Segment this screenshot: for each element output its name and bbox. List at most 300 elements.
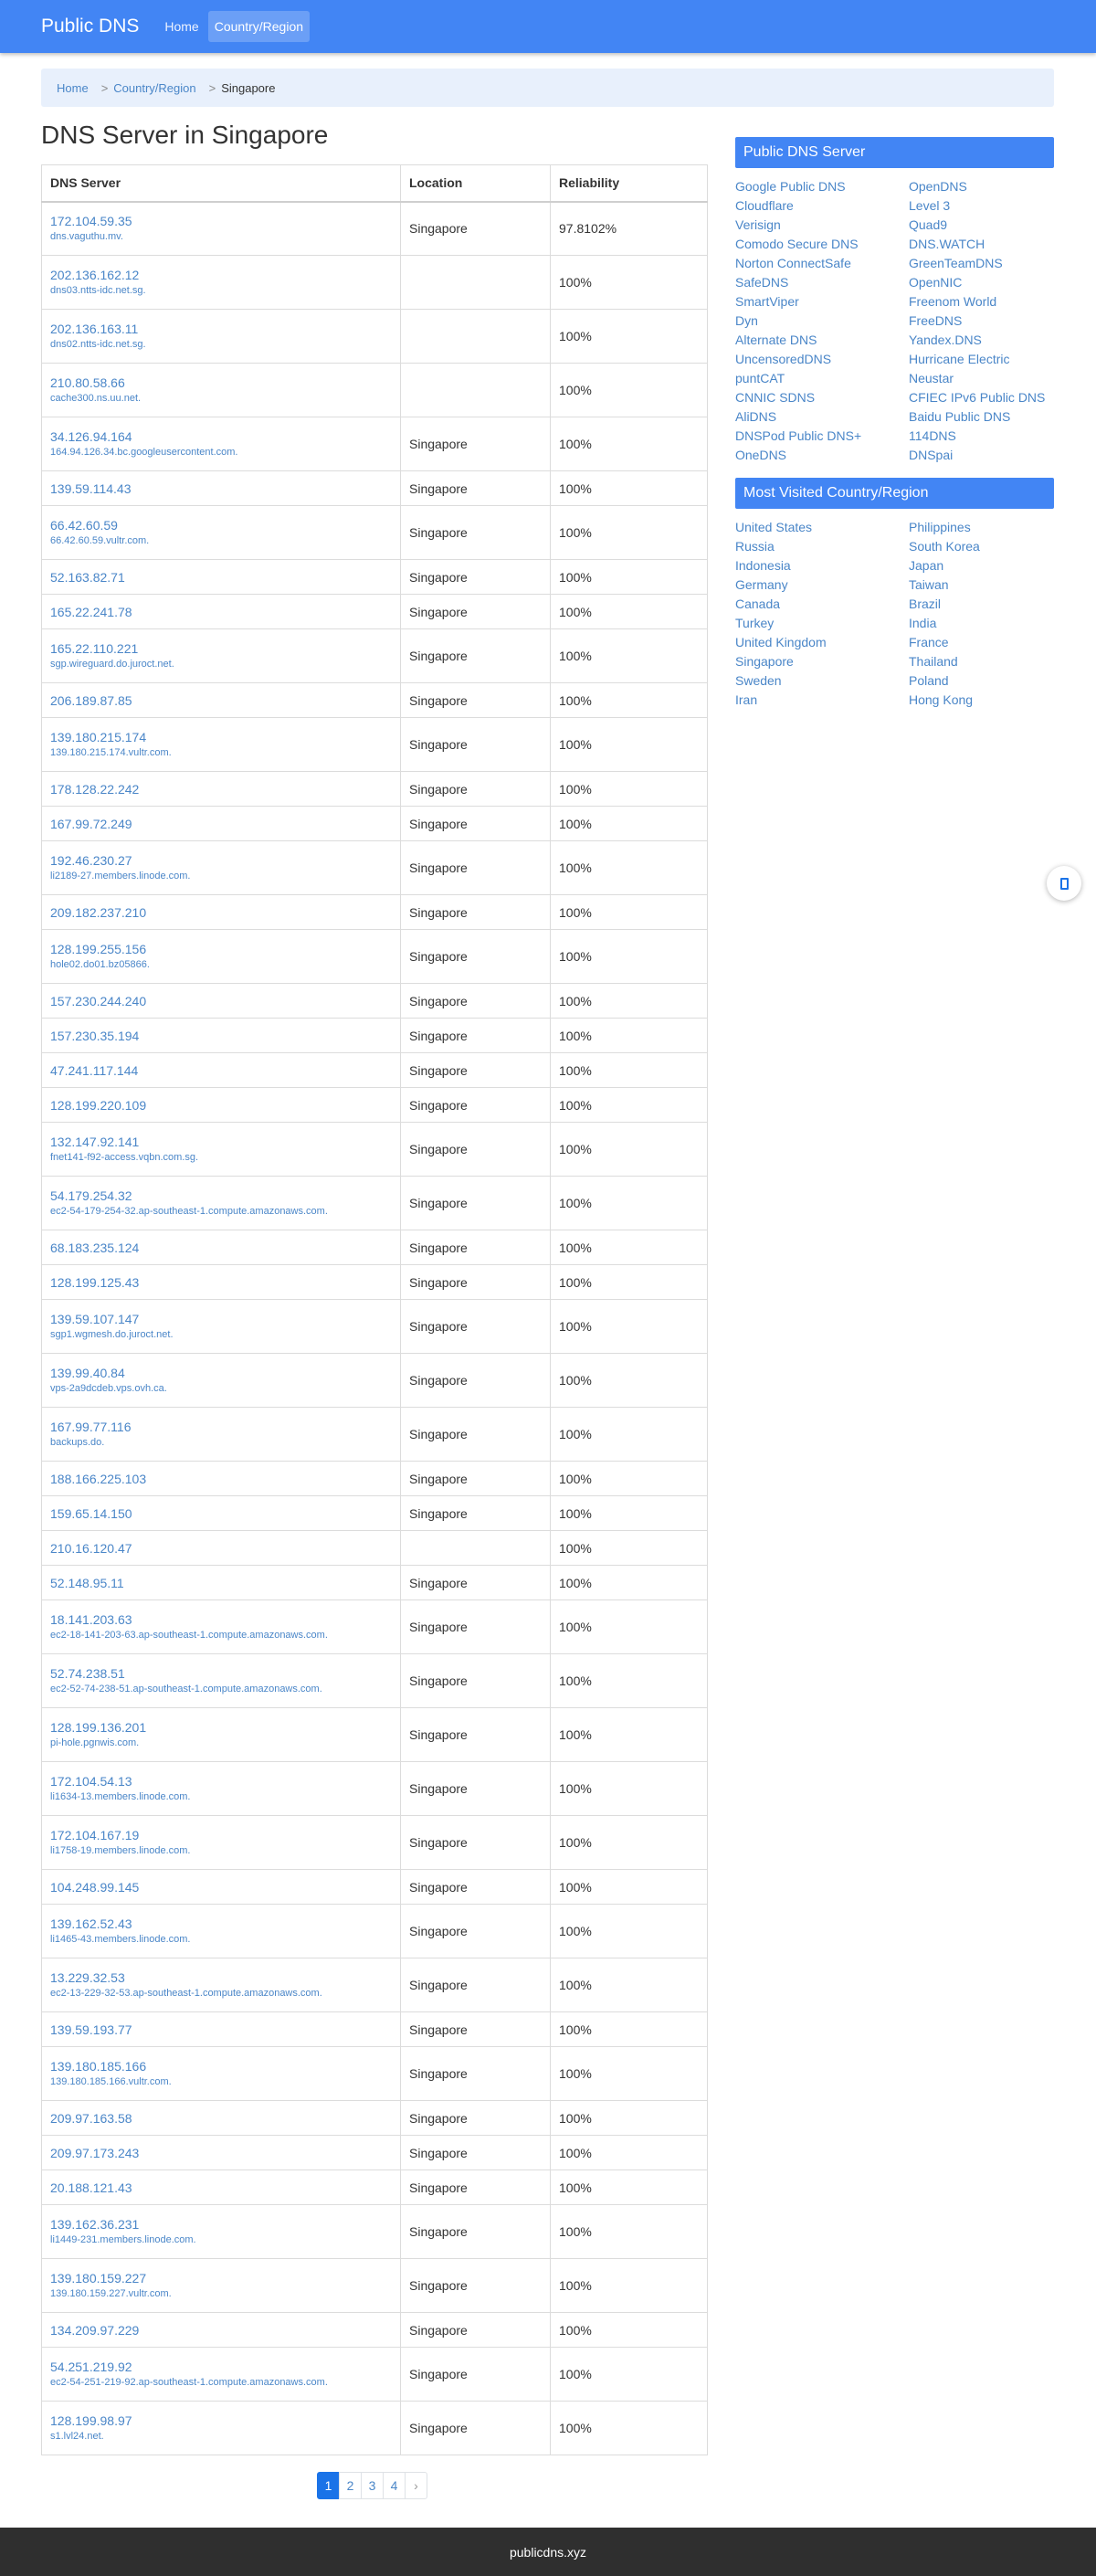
dns-hostname-link[interactable]: sgp1.wgmesh.do.juroct.net. <box>50 1329 174 1340</box>
dns-server-cell <box>42 256 401 310</box>
dns-table-body <box>42 202 708 2455</box>
dns-ip-link[interactable]: 206.189.87.85 <box>50 692 132 708</box>
public-dns-link[interactable]: GreenTeamDNS <box>909 256 1003 270</box>
dns-hostname-link[interactable]: 139.180.159.227.vultr.com. <box>50 2288 172 2299</box>
dns-hostname-link[interactable]: backups.do. <box>50 1437 105 1448</box>
reliability-cell: 100% <box>551 984 708 1019</box>
dns-server-cell <box>42 1496 401 1531</box>
public-dns-link[interactable]: Norton ConnectSafe <box>735 256 851 270</box>
location-cell: Singapore <box>401 2170 551 2205</box>
reliability-cell: 100% <box>551 1300 708 1354</box>
dns-server-cell <box>42 560 401 595</box>
dns-server-cell <box>42 2402 401 2455</box>
dns-hostname-link[interactable]: cache300.ns.uu.net. <box>50 393 142 404</box>
location-cell: Singapore <box>401 202 551 256</box>
dns-ip-link[interactable]: 13.229.32.53 <box>50 1970 125 1985</box>
location-cell: Singapore <box>401 417 551 471</box>
public-dns-link[interactable]: Cloudflare <box>735 198 794 213</box>
dns-server-cell <box>42 1600 401 1654</box>
table-row <box>42 1408 708 1462</box>
dns-ip-link[interactable]: 139.162.36.231 <box>50 2217 140 2232</box>
dns-ip-link[interactable]: 188.166.225.103 <box>50 1471 147 1486</box>
dns-ip-link[interactable]: 178.128.22.242 <box>50 781 140 797</box>
public-dns-link[interactable]: FreeDNS <box>909 313 963 328</box>
location-cell <box>401 1531 551 1566</box>
reliability-cell: 100% <box>551 1905 708 1958</box>
dns-ip-link[interactable]: 34.126.94.164 <box>50 429 132 444</box>
country-link[interactable]: Poland <box>909 673 949 688</box>
dns-ip-link[interactable]: 157.230.35.194 <box>50 1028 140 1043</box>
breadcrumb-separator: > <box>100 80 109 95</box>
location-cell: Singapore <box>401 595 551 629</box>
country-link[interactable]: Iran <box>735 692 758 707</box>
dns-ip-link[interactable]: 54.179.254.32 <box>50 1188 132 1203</box>
dns-hostname-link[interactable]: 164.94.126.34.bc.googleusercontent.com. <box>50 447 238 458</box>
table-header-row <box>42 165 708 202</box>
location-cell: Singapore <box>401 807 551 841</box>
reliability-cell: 100% <box>551 1496 708 1531</box>
dns-server-cell <box>42 1708 401 1762</box>
dns-server-cell <box>42 1905 401 1958</box>
table-row <box>42 2170 708 2205</box>
public-dns-link[interactable]: Dyn <box>735 313 758 328</box>
dns-ip-link[interactable]: 20.188.121.43 <box>50 2180 132 2195</box>
pagination-next-button[interactable]: › <box>405 2472 427 2499</box>
reliability-cell: 100% <box>551 595 708 629</box>
dns-ip-link[interactable]: 68.183.235.124 <box>50 1240 140 1255</box>
dns-server-cell <box>42 2136 401 2170</box>
dns-server-cell <box>42 895 401 930</box>
table-row <box>42 1496 708 1531</box>
table-row <box>42 1531 708 1566</box>
dns-ip-link[interactable]: 132.147.92.141 <box>50 1135 140 1149</box>
table-row <box>42 772 708 807</box>
public-dns-link[interactable]: UncensoredDNS <box>735 352 832 366</box>
dns-ip-link[interactable]: 165.22.241.78 <box>50 604 132 619</box>
public-dns-link[interactable]: Quad9 <box>909 217 948 232</box>
dns-ip-link[interactable]: 172.104.59.35 <box>50 214 132 229</box>
reliability-cell: 100% <box>551 1408 708 1462</box>
dns-hostname-link[interactable]: dns.vaguthu.mv. <box>50 231 123 243</box>
dns-ip-link[interactable]: 172.104.54.13 <box>50 1774 132 1789</box>
location-cell: Singapore <box>401 1408 551 1462</box>
public-dns-link[interactable]: Hurricane Electric <box>909 352 1010 366</box>
table-row <box>42 1870 708 1905</box>
reliability-cell: 100% <box>551 1354 708 1408</box>
dns-hostname-link[interactable]: pi-hole.pgnwis.com. <box>50 1737 140 1748</box>
reliability-cell: 100% <box>551 506 708 560</box>
dns-hostname-link[interactable]: 66.42.60.59.vultr.com. <box>50 535 150 546</box>
dns-ip-link[interactable]: 167.99.72.249 <box>50 816 132 831</box>
public-dns-link[interactable]: 114DNS <box>909 428 956 443</box>
location-cell: Singapore <box>401 930 551 984</box>
country-link[interactable]: India <box>909 616 937 630</box>
floating-action-button[interactable] <box>1047 866 1081 901</box>
dns-server-cell <box>42 1958 401 2012</box>
location-cell: Singapore <box>401 2313 551 2348</box>
reliability-cell: 100% <box>551 1462 708 1496</box>
location-cell: Singapore <box>401 1496 551 1531</box>
reliability-cell: 100% <box>551 1053 708 1088</box>
location-cell: Singapore <box>401 2348 551 2402</box>
table-row <box>42 1905 708 1958</box>
column-header-reliability: Reliability <box>551 165 708 202</box>
location-cell: Singapore <box>401 629 551 683</box>
dns-server-cell <box>42 1354 401 1408</box>
reliability-cell: 100% <box>551 1088 708 1123</box>
table-row <box>42 1708 708 1762</box>
dns-ip-link[interactable]: 128.199.255.156 <box>50 942 147 956</box>
table-row <box>42 2348 708 2402</box>
country-link[interactable]: Indonesia <box>735 558 791 573</box>
dns-server-cell <box>42 2259 401 2313</box>
table-row <box>42 595 708 629</box>
country-link[interactable]: Russia <box>735 539 775 554</box>
public-dns-link[interactable]: Freenom World <box>909 294 997 309</box>
dns-hostname-link[interactable]: li1465-43.members.linode.com. <box>50 1934 191 1945</box>
dns-ip-link[interactable]: 134.209.97.229 <box>50 2322 140 2338</box>
public-dns-link[interactable]: AliDNS <box>735 409 777 424</box>
dns-hostname-link[interactable]: ec2-54-251-219-92.ap-southeast-1.compute.amazonaws.com. <box>50 2377 328 2388</box>
reliability-cell: 100% <box>551 310 708 364</box>
dns-hostname-link[interactable]: dns03.ntts-idc.net.sg. <box>50 285 146 296</box>
pagination <box>318 2472 427 2499</box>
reliability-cell: 100% <box>551 2170 708 2205</box>
table-row <box>42 1762 708 1816</box>
dns-server-cell <box>42 1870 401 1905</box>
dns-hostname-link[interactable]: ec2-52-74-238-51.ap-southeast-1.compute.amazonaws.com. <box>50 1684 322 1694</box>
dns-ip-link[interactable]: 128.199.125.43 <box>50 1274 140 1290</box>
public-dns-link[interactable]: SafeDNS <box>735 275 789 290</box>
reliability-cell: 100% <box>551 1654 708 1708</box>
table-row <box>42 1462 708 1496</box>
public-dns-link[interactable]: DNS.WATCH <box>909 237 985 251</box>
dns-hostname-link[interactable]: dns02.ntts-idc.net.sg. <box>50 339 146 350</box>
table-row <box>42 1019 708 1053</box>
dns-ip-link[interactable]: 52.74.238.51 <box>50 1666 125 1681</box>
public-dns-link[interactable]: DNSPod Public DNS+ <box>735 428 862 443</box>
location-cell: Singapore <box>401 1177 551 1230</box>
public-dns-link[interactable]: Alternate DNS <box>735 333 817 347</box>
reliability-cell: 100% <box>551 1123 708 1177</box>
dns-hostname-link[interactable]: ec2-13-229-32-53.ap-southeast-1.compute.amazonaws.com. <box>50 1988 322 1999</box>
location-cell: Singapore <box>401 2136 551 2170</box>
public-dns-link[interactable]: puntCAT <box>735 371 785 385</box>
pagination-page-button[interactable]: 2 <box>339 2472 362 2499</box>
dns-ip-link[interactable]: 66.42.60.59 <box>50 518 118 533</box>
dns-hostname-link[interactable]: vps-2a9dcdeb.vps.ovh.ca. <box>50 1383 167 1394</box>
public-dns-heading: Public DNS Server <box>735 137 1054 168</box>
most-visited-list <box>735 518 1054 710</box>
dns-server-cell <box>42 984 401 1019</box>
public-dns-link[interactable]: CNNIC SDNS <box>735 390 816 405</box>
dns-ip-link[interactable]: 52.148.95.11 <box>50 1575 124 1590</box>
breadcrumb-country-link[interactable]: Country/Region <box>113 80 196 95</box>
dns-hostname-link[interactable]: hole02.do01.bz05866. <box>50 959 150 970</box>
country-link[interactable]: United Kingdom <box>735 635 827 649</box>
table-row <box>42 930 708 984</box>
breadcrumb <box>41 69 1054 107</box>
reliability-cell: 100% <box>551 1177 708 1230</box>
reliability-cell: 100% <box>551 1958 708 2012</box>
dns-server-cell <box>42 1088 401 1123</box>
reliability-cell: 100% <box>551 1762 708 1816</box>
country-link[interactable]: Hong Kong <box>909 692 974 707</box>
location-cell: Singapore <box>401 506 551 560</box>
location-cell: Singapore <box>401 895 551 930</box>
reliability-cell: 100% <box>551 1600 708 1654</box>
dns-ip-link[interactable]: 139.180.215.174 <box>50 730 147 744</box>
dns-ip-link[interactable]: 209.97.173.243 <box>50 2145 140 2160</box>
table-row <box>42 1088 708 1123</box>
dns-server-cell <box>42 1531 401 1566</box>
dns-hostname-link[interactable]: 139.180.215.174.vultr.com. <box>50 747 172 758</box>
reliability-cell: 100% <box>551 1708 708 1762</box>
location-cell: Singapore <box>401 2259 551 2313</box>
public-dns-link[interactable]: Baidu Public DNS <box>909 409 1011 424</box>
nav-home-link[interactable]: Home <box>164 19 199 34</box>
public-dns-link[interactable]: Comodo Secure DNS <box>735 237 859 251</box>
dns-ip-link[interactable]: 139.59.114.43 <box>50 480 132 496</box>
table-row <box>42 1123 708 1177</box>
dns-server-cell <box>42 2012 401 2047</box>
table-row <box>42 2101 708 2136</box>
dns-server-cell <box>42 807 401 841</box>
dns-server-cell <box>42 202 401 256</box>
location-cell: Singapore <box>401 1354 551 1408</box>
reliability-cell: 100% <box>551 1566 708 1600</box>
breadcrumb-home-link[interactable]: Home <box>57 80 89 95</box>
reliability-cell: 100% <box>551 1230 708 1265</box>
location-cell: Singapore <box>401 1816 551 1870</box>
dns-ip-link[interactable]: 128.199.98.97 <box>50 2413 132 2428</box>
table-row <box>42 2313 708 2348</box>
country-link[interactable]: Singapore <box>735 654 794 669</box>
location-cell <box>401 364 551 417</box>
pagination-page-button[interactable]: 1 <box>317 2472 340 2499</box>
reliability-cell: 100% <box>551 807 708 841</box>
table-row <box>42 1177 708 1230</box>
dns-ip-link[interactable]: 139.59.193.77 <box>50 2022 132 2037</box>
location-cell: Singapore <box>401 1870 551 1905</box>
pagination-page-button[interactable]: 4 <box>383 2472 406 2499</box>
reliability-cell: 100% <box>551 2012 708 2047</box>
dns-ip-link[interactable]: 159.65.14.150 <box>50 1505 132 1521</box>
table-row <box>42 1600 708 1654</box>
dns-server-cell <box>42 595 401 629</box>
dns-ip-link[interactable]: 128.199.136.201 <box>50 1720 147 1735</box>
table-row <box>42 2136 708 2170</box>
reliability-cell: 100% <box>551 1531 708 1566</box>
dns-ip-link[interactable]: 165.22.110.221 <box>50 641 139 656</box>
dns-server-cell <box>42 1762 401 1816</box>
location-cell: Singapore <box>401 1230 551 1265</box>
dns-server-cell <box>42 683 401 718</box>
dns-server-cell <box>42 1177 401 1230</box>
public-dns-link[interactable]: SmartViper <box>735 294 799 309</box>
dns-ip-link[interactable]: 209.182.237.210 <box>50 904 147 920</box>
reliability-cell: 100% <box>551 364 708 417</box>
location-cell: Singapore <box>401 1958 551 2012</box>
country-link[interactable]: Taiwan <box>909 577 949 592</box>
dns-ip-link[interactable]: 210.80.58.66 <box>50 375 125 390</box>
dns-server-cell <box>42 1816 401 1870</box>
country-link[interactable]: Sweden <box>735 673 782 688</box>
dns-hostname-link[interactable]: ec2-18-141-203-63.ap-southeast-1.compute.amazonaws.com. <box>50 1630 328 1641</box>
dns-hostname-link[interactable]: li2189-27.members.linode.com. <box>50 871 191 882</box>
dns-ip-link[interactable]: 172.104.167.19 <box>50 1828 140 1842</box>
location-cell: Singapore <box>401 772 551 807</box>
dns-ip-link[interactable]: 202.136.162.12 <box>50 268 140 282</box>
pagination-page-button[interactable]: 3 <box>361 2472 384 2499</box>
reliability-cell: 100% <box>551 2402 708 2455</box>
brand-logo-link[interactable]: Public DNS <box>41 16 140 37</box>
dns-server-cell <box>42 2101 401 2136</box>
public-dns-link[interactable]: OpenNIC <box>909 275 963 290</box>
public-dns-list <box>735 177 1054 465</box>
dns-server-cell <box>42 772 401 807</box>
dns-server-cell <box>42 1265 401 1300</box>
country-link[interactable]: France <box>909 635 949 649</box>
table-row <box>42 895 708 930</box>
document-icon <box>1060 878 1069 890</box>
dns-hostname-link[interactable]: 139.180.185.166.vultr.com. <box>50 2076 172 2087</box>
location-cell: Singapore <box>401 984 551 1019</box>
dns-ip-link[interactable]: 192.46.230.27 <box>50 853 132 868</box>
reliability-cell: 100% <box>551 2047 708 2101</box>
dns-server-cell <box>42 310 401 364</box>
dns-ip-link[interactable]: 139.99.40.84 <box>50 1366 125 1380</box>
location-cell: Singapore <box>401 1600 551 1654</box>
dns-ip-link[interactable]: 202.136.163.11 <box>50 322 139 336</box>
dns-ip-link[interactable]: 139.59.107.147 <box>50 1312 140 1326</box>
dns-ip-link[interactable]: 52.163.82.71 <box>50 569 125 585</box>
table-row <box>42 364 708 417</box>
dns-hostname-link[interactable]: sgp.wireguard.do.juroct.net. <box>50 659 174 670</box>
dns-ip-link[interactable]: 139.180.159.227 <box>50 2271 147 2286</box>
table-row <box>42 718 708 772</box>
country-link[interactable]: United States <box>735 520 813 534</box>
country-link[interactable]: Canada <box>735 596 781 611</box>
dns-server-cell <box>42 1408 401 1462</box>
dns-server-cell <box>42 417 401 471</box>
reliability-cell: 100% <box>551 560 708 595</box>
dns-hostname-link[interactable]: li1449-231.members.linode.com. <box>50 2234 196 2245</box>
dns-ip-link[interactable]: 209.97.163.58 <box>50 2110 132 2126</box>
dns-ip-link[interactable]: 139.162.52.43 <box>50 1916 132 1931</box>
dns-server-cell <box>42 1019 401 1053</box>
country-link[interactable]: Brazil <box>909 596 942 611</box>
nav-country-link[interactable]: Country/Region <box>208 11 310 42</box>
public-dns-link[interactable]: Neustar <box>909 371 954 385</box>
dns-ip-link[interactable]: 210.16.120.47 <box>50 1540 132 1556</box>
dns-server-cell <box>42 1123 401 1177</box>
table-row <box>42 2402 708 2455</box>
dns-hostname-link[interactable]: li1758-19.members.linode.com. <box>50 1845 191 1856</box>
dns-server-cell <box>42 1566 401 1600</box>
dns-ip-link[interactable]: 167.99.77.116 <box>50 1420 132 1434</box>
page-title: DNS Server in Singapore <box>41 121 329 149</box>
reliability-cell: 100% <box>551 1870 708 1905</box>
public-dns-link[interactable]: DNSpai <box>909 448 954 462</box>
table-row <box>42 1230 708 1265</box>
dns-ip-link[interactable]: 47.241.117.144 <box>50 1062 139 1078</box>
public-dns-link[interactable]: Verisign <box>735 217 781 232</box>
reliability-cell: 100% <box>551 1019 708 1053</box>
location-cell: Singapore <box>401 1053 551 1088</box>
reliability-cell: 100% <box>551 256 708 310</box>
public-dns-link[interactable]: Level 3 <box>909 198 951 213</box>
dns-hostname-link[interactable]: li1634-13.members.linode.com. <box>50 1791 191 1802</box>
column-header-dns-server: DNS Server <box>42 165 401 202</box>
location-cell: Singapore <box>401 1462 551 1496</box>
dns-server-cell <box>42 1654 401 1708</box>
table-row <box>42 1053 708 1088</box>
column-header-location: Location <box>401 165 551 202</box>
dns-server-cell <box>42 930 401 984</box>
country-link[interactable]: Thailand <box>909 654 958 669</box>
reliability-cell: 100% <box>551 2348 708 2402</box>
country-link[interactable]: Germany <box>735 577 788 592</box>
table-row <box>42 2259 708 2313</box>
location-cell: Singapore <box>401 471 551 506</box>
table-row <box>42 1816 708 1870</box>
dns-server-cell <box>42 629 401 683</box>
dns-hostname-link[interactable]: ec2-54-179-254-32.ap-southeast-1.compute.amazonaws.com. <box>50 1206 328 1217</box>
table-row <box>42 984 708 1019</box>
country-link[interactable]: Turkey <box>735 616 775 630</box>
reliability-cell: 100% <box>551 471 708 506</box>
public-dns-link[interactable]: OneDNS <box>735 448 787 462</box>
public-dns-link[interactable]: OpenDNS <box>909 179 967 194</box>
country-link[interactable]: Japan <box>909 558 944 573</box>
dns-hostname-link[interactable]: fnet141-f92-access.vqbn.com.sg. <box>50 1152 199 1163</box>
country-link[interactable]: Philippines <box>909 520 971 534</box>
reliability-cell: 100% <box>551 2313 708 2348</box>
location-cell <box>401 256 551 310</box>
public-dns-link[interactable]: Google Public DNS <box>735 179 846 194</box>
dns-ip-link[interactable]: 139.180.185.166 <box>50 2059 147 2074</box>
dns-server-cell <box>42 2348 401 2402</box>
dns-ip-link[interactable]: 18.141.203.63 <box>50 1612 132 1627</box>
dns-ip-link[interactable]: 128.199.220.109 <box>50 1097 147 1113</box>
table-row <box>42 2012 708 2047</box>
reliability-cell: 100% <box>551 2101 708 2136</box>
table-row <box>42 683 708 718</box>
public-dns-link[interactable]: Yandex.DNS <box>909 333 982 347</box>
dns-hostname-link[interactable]: s1.lvl24.net. <box>50 2431 104 2442</box>
table-row <box>42 629 708 683</box>
table-row <box>42 1265 708 1300</box>
reliability-cell: 100% <box>551 1265 708 1300</box>
reliability-cell: 100% <box>551 1816 708 1870</box>
location-cell: Singapore <box>401 1762 551 1816</box>
public-dns-link[interactable]: CFIEC IPv6 Public DNS <box>909 390 1046 405</box>
dns-ip-link[interactable]: 104.248.99.145 <box>50 1879 140 1895</box>
dns-ip-link[interactable]: 54.251.219.92 <box>50 2360 132 2374</box>
dns-ip-link[interactable]: 157.230.244.240 <box>50 993 147 1008</box>
table-row <box>42 560 708 595</box>
country-link[interactable]: South Korea <box>909 539 980 554</box>
sidebar <box>735 137 1054 723</box>
location-cell: Singapore <box>401 1708 551 1762</box>
table-row <box>42 417 708 471</box>
dns-server-cell <box>42 1300 401 1354</box>
reliability-cell: 100% <box>551 841 708 895</box>
breadcrumb-current: Singapore <box>221 80 276 95</box>
location-cell: Singapore <box>401 560 551 595</box>
location-cell <box>401 310 551 364</box>
